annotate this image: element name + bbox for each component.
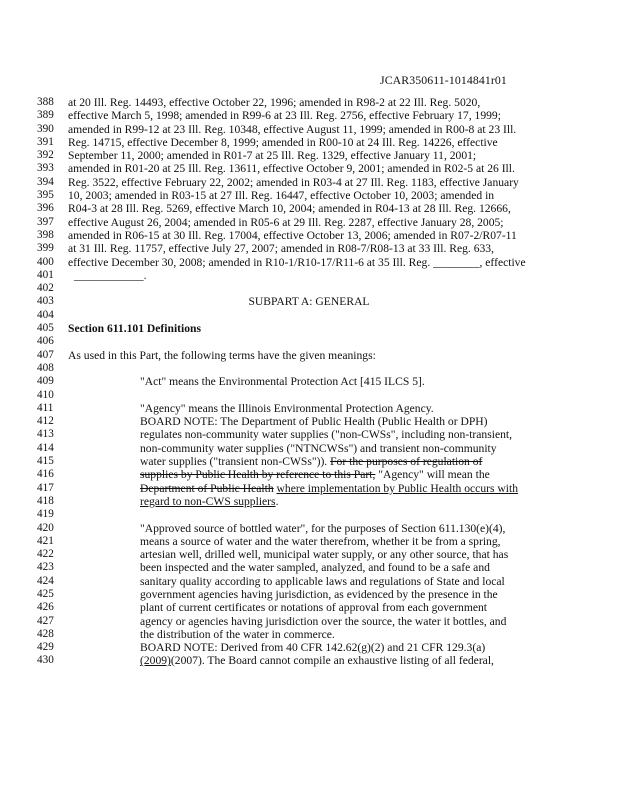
line-405 xyxy=(0,322,618,335)
struck-text: Department of Public Health xyxy=(140,481,274,495)
line-number: 411 xyxy=(37,401,54,414)
line-number: 409 xyxy=(37,375,54,388)
line-number: 424 xyxy=(37,574,54,587)
line-text: Reg. 3522, effective February 22, 2002; amended in R03-4 at 27 Ill. Reg. 1183, effective January xyxy=(68,175,519,189)
line-389 xyxy=(0,109,618,122)
line-number: 429 xyxy=(37,641,54,654)
line-414 xyxy=(0,442,618,455)
line-428 xyxy=(0,628,618,641)
line-406 xyxy=(0,335,618,348)
line-text: "Agency" means the Illinois Environmental Protection Agency. xyxy=(140,401,434,415)
line-number: 405 xyxy=(37,322,54,335)
line-text: effective August 26, 2004; amended in R05-6 at 29 Ill. Reg. 2287, effective January 28, 2005; xyxy=(68,215,504,229)
line-number: 422 xyxy=(37,548,54,561)
line-text: amended in R06-15 at 30 Ill. Reg. 17004, effective October 13, 2006; amended in R07-2/R07-11 xyxy=(68,228,517,242)
line-number: 393 xyxy=(37,162,54,175)
line-number: 400 xyxy=(37,255,54,268)
line-text: 10, 2003; amended in R03-15 at 27 Ill. Reg. 16447, effective October 10, 2003; amended in xyxy=(68,189,495,203)
line-399 xyxy=(0,242,618,255)
line-text: "Approved source of bottled water", for the purposes of Section 611.130(e)(4), xyxy=(140,521,506,535)
line-text: regulates non-community water supplies ("non-CWSs", including non-transient, xyxy=(140,428,513,442)
line-text: agency or agencies having jurisdiction over the source, the water it bottles, and xyxy=(140,614,507,628)
line-413 xyxy=(0,428,618,441)
line-430 xyxy=(0,654,618,667)
line-number: 423 xyxy=(37,561,54,574)
line-text-plain: (2007). The Board cannot compile an exhaustive listing of all federal, xyxy=(170,654,494,668)
line-text xyxy=(140,482,518,495)
line-number: 418 xyxy=(37,494,54,507)
line-402 xyxy=(0,282,618,295)
line-text: "Act" means the Environmental Protection Act [415 ILCS 5]. xyxy=(140,375,425,389)
line-404 xyxy=(0,309,618,322)
line-number: 416 xyxy=(37,468,54,481)
line-419 xyxy=(0,508,618,521)
line-397 xyxy=(0,216,618,229)
line-text: BOARD NOTE: The Department of Public Health (Public Health or DPH) xyxy=(140,415,488,429)
line-text: been inspected and the water sampled, analyzed, and found to be a safe and xyxy=(140,561,490,575)
document-id: JCAR350611-1014841r01 xyxy=(380,73,507,87)
line-number: 392 xyxy=(37,149,54,162)
line-411 xyxy=(0,402,618,415)
line-423 xyxy=(0,561,618,574)
line-text: amended in R99-12 at 23 Ill. Reg. 10348, effective August 11, 1999; amended in R00-8 at 23 Ill. xyxy=(68,122,517,136)
document-body xyxy=(0,96,618,668)
line-text-plain: "Agency" will mean the xyxy=(375,468,490,482)
line-text xyxy=(140,455,482,468)
line-393 xyxy=(0,162,618,175)
line-number: 402 xyxy=(37,282,54,295)
line-429 xyxy=(0,641,618,654)
line-number: 397 xyxy=(37,215,54,228)
line-text-plain: water supplies ("transient non-CWSs")). xyxy=(140,455,331,469)
line-number: 399 xyxy=(37,242,54,255)
line-388 xyxy=(0,96,618,109)
line-392 xyxy=(0,149,618,162)
line-number: 417 xyxy=(37,481,54,494)
line-text: effective March 5, 1998; amended in R99-6 at 23 Ill. Reg. 2756, effective February 17, 1999; xyxy=(68,109,501,123)
line-number: 403 xyxy=(37,295,54,308)
line-410 xyxy=(0,389,618,402)
line-number: 395 xyxy=(37,189,54,202)
line-426 xyxy=(0,601,618,614)
line-text: BOARD NOTE: Derived from 40 CFR 142.62(g)(2) and 21 CFR 129.3(a) xyxy=(140,641,486,655)
line-number: 428 xyxy=(37,627,54,640)
line-text: September 11, 2000; amended in R01-7 at 25 Ill. Reg. 1329, effective January 11, 2001; xyxy=(68,149,477,163)
line-407 xyxy=(0,349,618,362)
line-text: non-community water supplies ("NTNCWSs") and transient non-community xyxy=(140,441,497,455)
line-text: the distribution of the water in commerce. xyxy=(140,627,335,641)
line-403 xyxy=(0,295,618,308)
line-number: 426 xyxy=(37,601,54,614)
line-text: regard to non-CWS suppliers. xyxy=(140,494,279,508)
line-391 xyxy=(0,136,618,149)
line-408 xyxy=(0,362,618,375)
line-425 xyxy=(0,588,618,601)
line-number: 398 xyxy=(37,228,54,241)
line-415 xyxy=(0,455,618,468)
line-text: artesian well, drilled well, municipal water supply, or any other source, that has xyxy=(140,548,509,562)
line-400 xyxy=(0,256,618,269)
line-number: 406 xyxy=(37,335,54,348)
line-390 xyxy=(0,123,618,136)
line-text: effective December 30, 2008; amended in R10-1/R10-17/R11-6 at 35 Ill. Reg. ________, effective xyxy=(68,255,526,269)
line-text: plant of current certificates or notations of approval from each government xyxy=(140,601,488,615)
line-text: sanitary quality according to applicable laws and regulations of State and local xyxy=(140,574,505,588)
inserted-text: (2009) xyxy=(140,654,171,668)
line-396 xyxy=(0,202,618,215)
line-417 xyxy=(0,482,618,495)
inserted-text: where implementation by Public Health occurs with xyxy=(276,481,519,495)
line-number: 391 xyxy=(37,135,54,148)
line-text: at 31 Ill. Reg. 11757, effective July 27, 2007; amended in R08-7/R08-13 at 33 Ill. Reg. 633, xyxy=(68,242,495,256)
line-number: 420 xyxy=(37,521,54,534)
line-number: 419 xyxy=(37,508,54,521)
line-418 xyxy=(0,495,618,508)
line-text: As used in this Part, the following terms have the given meanings: xyxy=(68,348,376,362)
line-number: 404 xyxy=(37,308,54,321)
line-text xyxy=(140,654,494,667)
line-number: 427 xyxy=(37,614,54,627)
line-420 xyxy=(0,522,618,535)
line-text: at 20 Ill. Reg. 14493, effective October 22, 1996; amended in R98-2 at 22 Ill. Reg. 5020, xyxy=(68,96,481,109)
line-401 xyxy=(0,269,618,282)
line-number: 414 xyxy=(37,441,54,454)
line-422 xyxy=(0,548,618,561)
line-409 xyxy=(0,375,618,388)
line-421 xyxy=(0,535,618,548)
line-424 xyxy=(0,575,618,588)
line-number: 401 xyxy=(37,268,54,281)
line-416 xyxy=(0,468,618,481)
line-number: 421 xyxy=(37,534,54,547)
line-number: 425 xyxy=(37,587,54,600)
line-number: 388 xyxy=(37,96,54,108)
line-text: government agencies having jurisdiction, as evidenced by the presence in the xyxy=(140,587,498,601)
subpart-heading: SUBPART A: GENERAL xyxy=(248,295,370,309)
line-number: 394 xyxy=(37,175,54,188)
line-number: 408 xyxy=(37,361,54,374)
line-number: 390 xyxy=(37,122,54,135)
struck-text: supplies by Public Health by reference to this Part, xyxy=(140,468,376,482)
line-number: 410 xyxy=(37,388,54,401)
line-398 xyxy=(0,229,618,242)
line-number: 430 xyxy=(37,654,54,667)
line-395 xyxy=(0,189,618,202)
line-number: 413 xyxy=(37,428,54,441)
struck-text: For the purposes of regulation of xyxy=(330,455,483,469)
line-412 xyxy=(0,415,618,428)
inserted-text: regard to non-CWS suppliers xyxy=(140,494,276,508)
line-394 xyxy=(0,176,618,189)
line-text xyxy=(140,468,490,481)
line-number: 407 xyxy=(37,348,54,361)
line-text: means a source of water and the water therefrom, whether it be from a spring, xyxy=(140,534,501,548)
line-text: R04-3 at 28 Ill. Reg. 5269, effective March 10, 2004; amended in R04-13 at 28 Ill. Reg. 12666, xyxy=(68,202,511,216)
line-number: 389 xyxy=(37,109,54,122)
line-text: Reg. 14715, effective December 8, 1999; amended in R00-10 at 24 Ill. Reg. 14226, effective xyxy=(68,135,498,149)
section-heading: Section 611.101 Definitions xyxy=(68,322,202,336)
line-number: 412 xyxy=(37,415,54,428)
line-text: ____________. xyxy=(74,268,147,282)
line-text: amended in R01-20 at 25 Ill. Reg. 13611, effective October 9, 2001; amended in R02-5 at 26 Ill. xyxy=(68,162,515,176)
line-427 xyxy=(0,615,618,628)
line-number: 396 xyxy=(37,202,54,215)
line-number: 415 xyxy=(37,455,54,468)
